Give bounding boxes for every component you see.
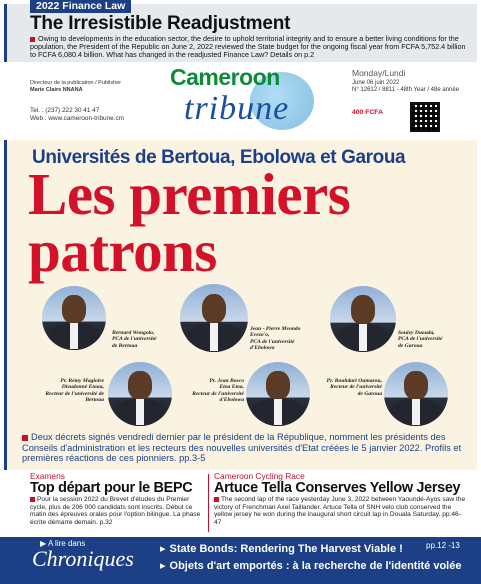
photo-caption: Pr. Bouhdari Oumarou, Recteur de l'université de Garoua xyxy=(326,378,382,397)
story-category: Cameroon Cycling Race xyxy=(214,471,305,481)
finance-summary: Owing to developments in the education sector, the desire to uphold territorial integrity and to ensure a better living conditions for the population, the President of the Republic on June 2, 2022 reviewed the State budget for the ongoing fiscal year from FCFA 5,752.4 billion to FCFA 6,080.4 billion. What has changed in the readjusted Finance Law? Details on p.2 xyxy=(30,34,466,60)
logo-word-cameroon: Cameroon xyxy=(170,64,280,90)
portrait-photo xyxy=(108,362,172,426)
photo-caption: Pr. Jean Bosco Etoa Etoa, Recteur de l'université d'Ebolowa xyxy=(192,378,244,404)
lead-deck: Deux décrets signés vendredi dernier par le président de la République, nomment les présidents des Conseils d'administration et les recteurs des nouvelles universités d'Etat créées le 5 janvier 2022. Profils et premières réactions de ces pionniers. pp.3-5 xyxy=(22,432,462,464)
chroniques-title[interactable]: Chroniques xyxy=(32,546,134,571)
column-divider xyxy=(208,474,209,532)
footer-teasers[interactable] xyxy=(160,541,461,575)
issue-day: Monday/Lundi xyxy=(352,68,406,78)
portrait-photo xyxy=(246,362,310,426)
portrait-photo xyxy=(180,284,248,352)
issue-date: June 06 juin 2022 xyxy=(352,79,400,86)
cameroon-tribune-logo[interactable] xyxy=(162,62,332,132)
portrait-photo xyxy=(42,286,106,350)
story-examens[interactable] xyxy=(30,472,202,526)
issue-price: 400 FCFA xyxy=(352,108,383,116)
website-link: Web : www.cameroon-tribune.cm xyxy=(30,114,124,122)
story-body: The second lap of the race yesterday June 3, 2022 between Yaoundé-Ayos saw the victory of Frenchman Axel Taillander. Artuce Tella of SNH velo club conserved the yellow jersey he won during the inaugural short circuit lap in Douala Saturday. pp.46-47 xyxy=(214,496,466,526)
story-cycling[interactable] xyxy=(214,472,466,526)
footer-label: ▶ A lire dans xyxy=(40,539,86,548)
photo-caption: Jean - Pierre Mvondo Evezo'o, PCA de l'université d'Ebolowa xyxy=(250,326,301,352)
story-category: Examens xyxy=(30,471,65,481)
qr-code-icon[interactable] xyxy=(410,102,440,132)
publisher-label: Directeur de la publication / Publisher xyxy=(30,80,122,86)
footer-item: ▸ Objets d'art emportés : à la recherche de l'identité volée xyxy=(160,560,462,572)
red-bullet-icon xyxy=(30,37,35,42)
arrow-right-icon: ▸ xyxy=(160,560,166,572)
footer-item: ▸ State Bonds: Rendering The Harvest Viable ! xyxy=(160,543,403,555)
issue-number: N° 12612 / 8811 - 48th Year / 48e année xyxy=(352,87,460,93)
arrow-right-icon: ▸ xyxy=(160,543,166,555)
photo-caption: Bernard Wongolo, PCA de l'université de Bertoua xyxy=(112,330,157,349)
portrait-photo xyxy=(384,362,448,426)
phone-number: Tel. : (237) 222 30 41 47 xyxy=(30,107,100,115)
story-title: Top départ pour le BEPC xyxy=(30,480,193,496)
logo-word-tribune: tribune xyxy=(184,90,290,127)
photo-caption: Souley Daouda, PCA de l'université de Garoua xyxy=(398,330,443,349)
portrait-photo xyxy=(330,286,396,352)
finance-headline[interactable]: The Irresistible Readjustment xyxy=(30,13,291,34)
lead-headline[interactable]: Les premiers patrons xyxy=(28,161,351,284)
red-bullet-icon xyxy=(22,435,28,441)
red-bullet-icon xyxy=(30,497,35,502)
story-title: Artuce Tella Conserves Yellow Jersey xyxy=(214,480,461,496)
photo-caption: Pr. Rémy Magloire Dieudonné Etoua, Recteur de l'université de Bertoua xyxy=(45,378,104,404)
publisher-name: Marie Claire NNANA xyxy=(30,86,83,93)
footer-pages: pp.12 -13 xyxy=(426,541,460,550)
finance-kicker: 2022 Finance Law xyxy=(30,0,131,13)
lead-kicker: Universités de Bertoua, Ebolowa et Garoua xyxy=(32,147,406,168)
story-body: Pour la session 2022 du Brevet d'études du Premier cycle, plus de 206 000 candidats sont inscrits. Début ce matin des épreuves orales pour l'option bilingue. La phase écrite démarre demain. p.32 xyxy=(30,496,201,526)
red-bullet-icon xyxy=(214,497,219,502)
masthead-publisher-info xyxy=(30,80,160,122)
